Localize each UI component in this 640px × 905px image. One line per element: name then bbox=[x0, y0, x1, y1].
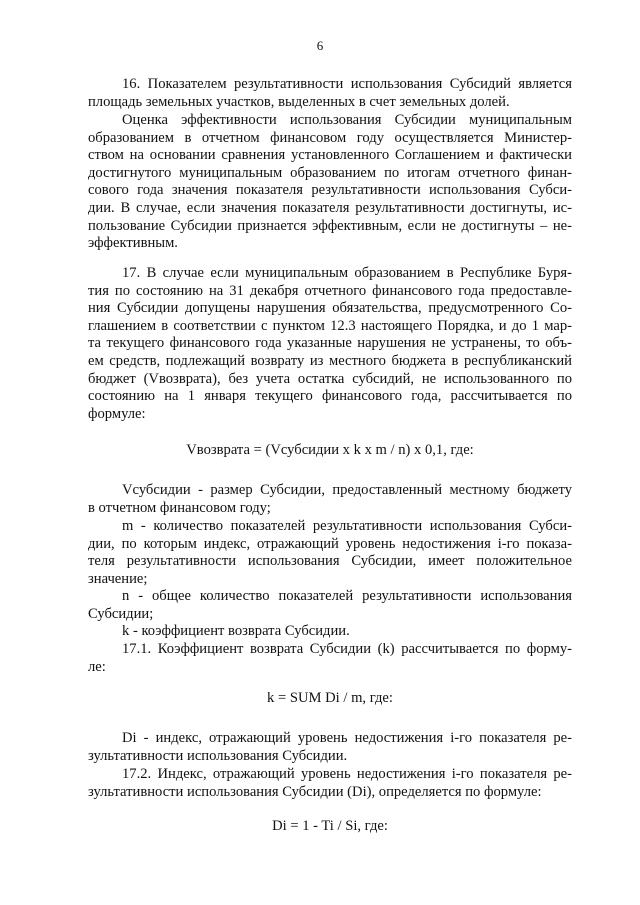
text-line: Di - индекс, отражающий уровень недостижения i-го показателя ре- bbox=[122, 730, 572, 746]
text-line: образованием в отчетном финансовом году осуществляется Министер- bbox=[88, 129, 572, 146]
text-line: Субсидии; bbox=[88, 605, 154, 622]
text-line: та текущего финансового года указанные нарушения не устранены, то объ- bbox=[88, 335, 572, 352]
text-line: дии. В случае, если значения показателя результативности достигнуты, ис- bbox=[88, 199, 572, 216]
paragraph-17-1 bbox=[88, 641, 572, 676]
text-line: Оценка эффективности использования Субсидии муниципальным bbox=[122, 112, 572, 128]
text-line: k - коэффициент возврата Субсидии. bbox=[122, 623, 350, 639]
paragraph-17-2 bbox=[88, 766, 572, 801]
text-line: 17.1. Коэффициент возврата Субсидии (k) рассчитывается по форму- bbox=[122, 641, 572, 657]
text-line: формуле: bbox=[88, 405, 146, 422]
text-line: состоянию на 1 января текущего финансового года, рассчитывается по bbox=[88, 388, 572, 405]
paragraph-16 bbox=[88, 76, 572, 111]
definition-k bbox=[88, 623, 572, 641]
formula-coefficient-k: k = SUM Di / m, где: bbox=[267, 690, 393, 706]
text-line: ния Субсидии допущены нарушения обязательства, предусмотренного Со- bbox=[88, 300, 572, 317]
text-line: тия по состоянию на 31 декабря отчетного финансового года предоставле- bbox=[88, 282, 572, 299]
text-line: пользование Субсидии признается эффективным, если не достигнуты – не- bbox=[88, 217, 572, 234]
text-line: бюджет (Vвозврата), без учета остатка субсидий, не использованного по bbox=[88, 370, 572, 387]
definition-n bbox=[88, 588, 572, 623]
text-line: 17. В случае если муниципальным образованием в Республике Буря- bbox=[122, 265, 572, 281]
text-line: в отчетном финансовом году; bbox=[88, 499, 271, 516]
text-line: m - количество показателей результативности использования Субси- bbox=[122, 518, 572, 534]
text-line: сового года значения показателя результативности использования Субси- bbox=[88, 182, 572, 199]
paragraph-evaluation bbox=[88, 112, 572, 253]
page-number: 6 bbox=[316, 38, 324, 53]
paragraph-17 bbox=[88, 265, 572, 423]
text-line: Vсубсидии - размер Субсидии, предоставленный местному бюджету bbox=[122, 482, 572, 498]
text-line: теля результативности использования Субсидии, имеет положительное bbox=[88, 553, 572, 570]
text-line: дии, по которым индекс, отражающий уровень недостижения i-го показа- bbox=[88, 535, 572, 552]
text-line: n - общее количество показателей результативности использования bbox=[122, 588, 572, 604]
formula-return-volume: Vвозврата = (Vсубсидии x k x m / n) x 0,1, где: bbox=[186, 442, 474, 458]
text-line: зультативности использования Субсидии (Di), определяется по формуле: bbox=[88, 783, 542, 800]
text-line: ством на основании сравнения установленного Соглашением и фактически bbox=[88, 147, 572, 164]
text-line: 16. Показателем результативности использования Субсидий является bbox=[122, 76, 572, 92]
text-line: зультативности использования Субсидии. bbox=[88, 747, 348, 764]
text-line: значение; bbox=[88, 570, 148, 587]
text-line: 17.2. Индекс, отражающий уровень недостижения i-го показателя ре- bbox=[122, 766, 572, 782]
text-line: глашением в соответствии с пунктом 12.3 настоящего Порядка, и до 1 мар- bbox=[88, 317, 572, 334]
text-line: эффективным. bbox=[88, 235, 178, 252]
text-line: достигнутого муниципальным образованием по итогам отчетного финан- bbox=[88, 164, 572, 181]
definition-m bbox=[88, 518, 572, 588]
formula-index-di: Di = 1 - Ti / Si, где: bbox=[272, 818, 388, 834]
text-line: ем средств, подлежащий возврату из местного бюджета в республиканский bbox=[88, 352, 572, 369]
text-line: площадь земельных участков, выделенных в счет земельных долей. bbox=[88, 93, 510, 110]
definition-di bbox=[88, 730, 572, 765]
definition-vsubsidii bbox=[88, 482, 572, 517]
text-line: ле: bbox=[88, 658, 106, 675]
